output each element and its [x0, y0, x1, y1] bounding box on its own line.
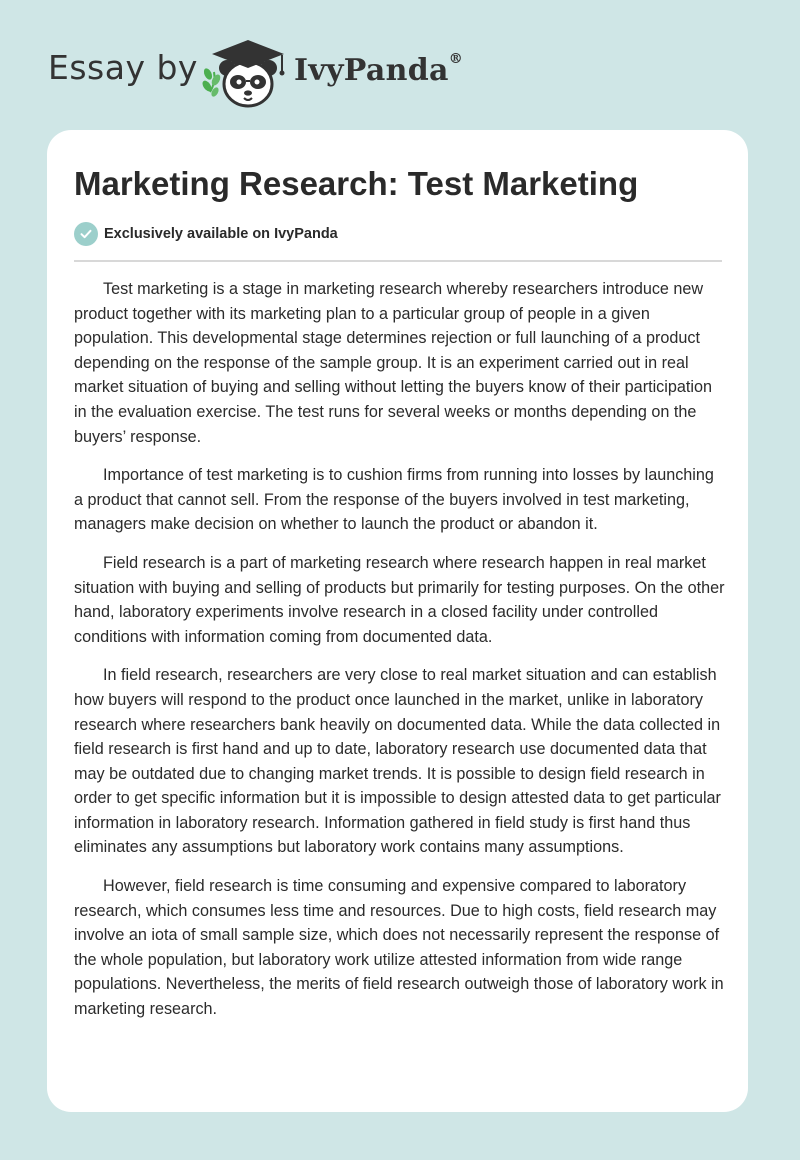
essay-card — [47, 130, 748, 1112]
registered-mark: ® — [448, 51, 464, 67]
paragraph: Test marketing is a stage in marketing research whereby researchers introduce new product together with its marketing plan to a particular group of people in a given population. This developmental stage determines rejection or full launching of a product depending on the response of the sample group. It is an experiment carried out in real market situation of buying and selling without letting the buyers know of their participation in the evaluation exercise. The test runs for several weeks or months depending on the buyers’ response. — [74, 280, 712, 446]
checkmark-icon — [74, 222, 98, 246]
site-header — [48, 34, 748, 114]
brand-prefix: Essay by — [48, 48, 198, 87]
badge-text: Exclusively available on IvyPanda — [104, 226, 338, 242]
brand-name-text: IvyPanda — [294, 53, 449, 88]
divider — [74, 260, 722, 262]
essay-body — [74, 277, 726, 1036]
panda-graduate-logo-icon[interactable] — [200, 34, 292, 114]
paragraph: Field research is a part of marketing research where research happen in real market situation with buying and selling of products but primarily for testing purposes. On the other hand, laboratory experiments involve research in a closed facility under controlled conditions with information coming from documented data. — [74, 553, 725, 646]
paragraph: Importance of test marketing is to cushion firms from running into losses by launching a product that cannot sell. From the response of the buyers involved in test marketing, managers make decision on whether to launch the product or abandon it. — [74, 466, 714, 534]
paragraph: In field research, researchers are very close to real market situation and can establish how buyers will respond to the product once launched in the market, unlike in laboratory research where researchers bank heavily on documented data. While the data collected in field research is first hand and up to date, laboratory research use documented data that may be outdated due to changing market trends. It is possible to design field research in order to get specific information but it is impossible to design attested data to get particular information in laboratory research. Information gathered in field study is first hand thus eliminates any assumptions but laboratory work contains many assumptions. — [74, 666, 721, 857]
brand-name[interactable] — [294, 53, 463, 88]
page-title: Marketing Research: Test Marketing — [74, 165, 639, 202]
paragraph: However, field research is time consuming and expensive compared to laboratory research, which consumes less time and resources. Due to high costs, field research may involve an iota of small sample size, which does not necessarily represent the response of the whole population, but laboratory work utilize attested information from wide range populations. Nevertheless, the merits of field research outweigh those of laboratory work in marketing research. — [74, 877, 724, 1019]
exclusive-badge — [74, 222, 338, 246]
